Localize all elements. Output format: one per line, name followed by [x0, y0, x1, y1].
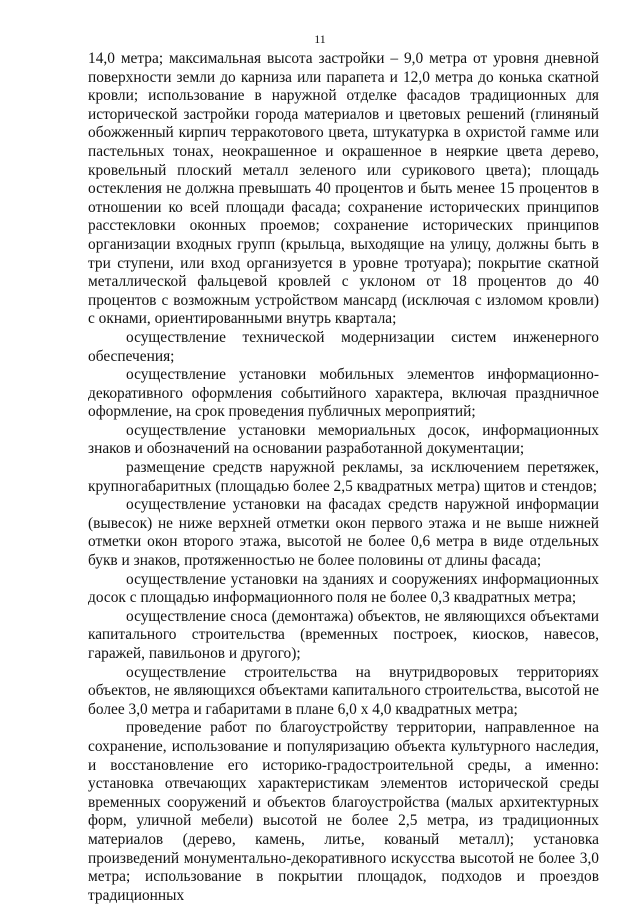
paragraph-landscaping: проведение работ по благоустройству территории, направленное на сохранение, использование и популяризацию объекта культурного наследия, и восстановление его историко-градостроительной среды, а именно: установка отвечающих характеристикам элементов исторической среды временных сооружений и объектов благоустройства (малых архитектурных форм, уличной мебели) высотой не более 2,5 метра, из традиционных материалов (дерево, камень, литье, кованый металл); установка произведений монументально-декоративного искусства высотой не более 3,0 метра; использование в покрытии площадок, подходов и проездов традиционных — [88, 719, 599, 904]
paragraph-courtyard-construction: осуществление строительства на внутридворовых территориях объектов, не являющихся объектами капитального строительства, высотой не более 3,0 метра и габаритами в плане 6,0 х 4,0 квадратных метра; — [88, 663, 599, 718]
document-body — [88, 50, 599, 905]
paragraph-demolition: осуществление сноса (демонтажа) объектов, не являющихся объектами капитального строительства (временных построек, киосков, навесов, гаражей, павильонов и другого); — [88, 607, 599, 662]
paragraph-memorial-plaques: осуществление установки мемориальных досок, информационных знаков и обозначений на основании разработанной документации; — [88, 421, 599, 458]
paragraph-signage-facades: осуществление установки на фасадах средств наружной информации (вывесок) не ниже верхней отметки окон первого этажа и не выше нижней отметки окон второго этажа, высотой не более 0,6 метра в виде отдельных букв и знаков, протяженностью не более половины от длины фасада; — [88, 496, 599, 570]
paragraph-engineering-modernization: осуществление технической модернизации систем инженерного обеспечения; — [88, 328, 599, 365]
page-number: 11 — [314, 32, 326, 46]
paragraph-outdoor-advertising: размещение средств наружной рекламы, за исключением перетяжек, крупногабаритных (площадью более 2,5 квадратных метра) щитов и стендов; — [88, 459, 599, 495]
paragraph-continuation: 14,0 метра; максимальная высота застройки – 9,0 метра от уровня дневной поверхности земли до карниза или парапета и 12,0 метра до конька скатной кровли; использование в наружной отделке фасадов традиционных для исторической застройки города материалов и цветовых решений (глиняный обожженный кирпич терракотового цвета, штукатурка в охристой гамме или пастельных тонах, неокрашенное и окрашенное в неяркие цвета дерево, кровельный плоский металл зеленого или сурикового цвета); площадь остекления не должна превышать 40 процентов и быть менее 15 процентов в отношении ко всей площади фасада; сохранение исторических принципов расстекловки оконных проемов; сохранение исторических принципов организации входных групп (крыльца, выходящие на улицу, должны быть в три ступени, или вход организуется в уровне тротуара); покрытие скатной металлической фальцевой кровлей с уклоном от 18 процентов до 40 процентов с возможным устройством мансард (исключая с изломом кровли) с окнами, ориентированными внутрь квартала; — [88, 50, 599, 328]
paragraph-information-boards: осуществление установки на зданиях и сооружениях информационных досок с площадью информационного поля не более 0,3 квадратных метра; — [88, 570, 599, 607]
paragraph-mobile-decor: осуществление установки мобильных элементов информационно-декоративного оформления событийного характера, включая праздничное оформление, на срок проведения публичных мероприятий; — [88, 366, 599, 421]
